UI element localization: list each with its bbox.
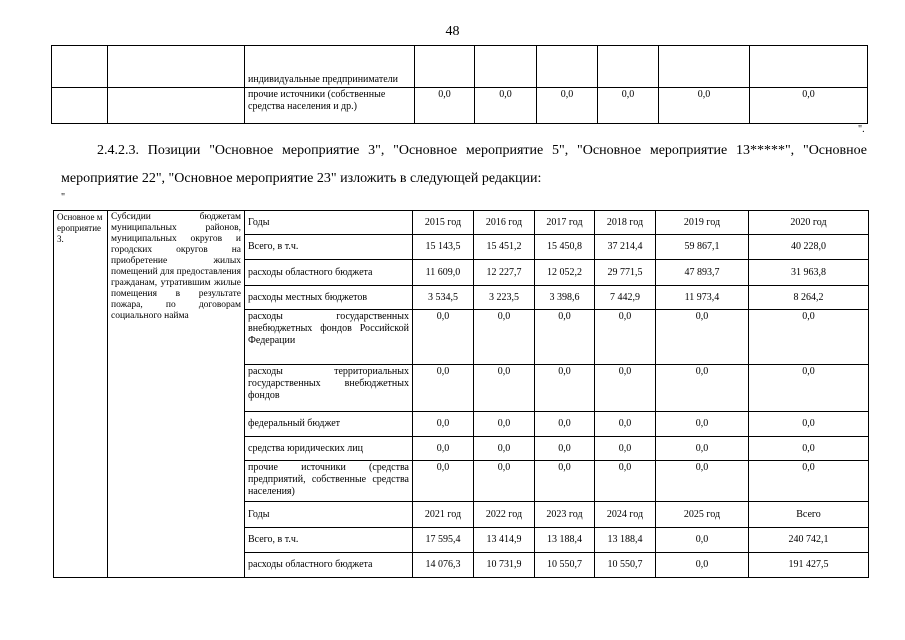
row-label: расходы территориальных государственных внебюджетных фондов — [245, 365, 413, 412]
row-label: индивидуальные предприниматели — [245, 46, 415, 88]
opening-quote: " — [61, 192, 66, 203]
value-cell: 191 427,5 — [749, 553, 869, 578]
value-cell: 11 973,4 — [656, 286, 749, 310]
value-cell: 0,0 — [535, 437, 595, 461]
value-cell: 12 052,2 — [535, 260, 595, 286]
top-table — [51, 45, 868, 124]
row-label: прочие источники (собственные средства населения и др.) — [245, 88, 415, 124]
value-cell: 0,0 — [413, 412, 474, 437]
amendment-paragraph: 2.4.2.3. Позиции "Основное мероприятие 3", "Основное мероприятие 5", "Основное мероприятие 13*****", "Основное мероприятие 22", "Основное мероприятие 23" изложить в следующей редакции: — [61, 143, 867, 186]
value-cell: 0,0 — [474, 461, 535, 502]
main-table — [53, 210, 869, 578]
row-label: расходы местных бюджетов — [245, 286, 413, 310]
value-cell: 0,0 — [656, 528, 749, 553]
value-cell: 15 451,2 — [474, 235, 535, 260]
value-cell — [415, 46, 475, 88]
empty-cell — [108, 46, 245, 88]
value-cell: 59 867,1 — [656, 235, 749, 260]
value-cell: 2022 год — [474, 502, 535, 528]
value-cell: 2025 год — [656, 502, 749, 528]
table-row — [52, 88, 868, 124]
description-cell: Субсидии бюджетам муниципальных районов, муниципальных округов и городских округов на приобретение жилых помещений для предоставления гражданам, утратившим жилые помещения в результате пожара, по договорам социального найма — [108, 211, 245, 578]
value-cell: 15 143,5 — [413, 235, 474, 260]
value-cell: 0,0 — [474, 437, 535, 461]
value-cell: 0,0 — [595, 461, 656, 502]
table-row — [52, 46, 868, 88]
row-label: средства юридических лиц — [245, 437, 413, 461]
value-cell: 2023 год — [535, 502, 595, 528]
value-cell: 0,0 — [474, 310, 535, 365]
empty-cell — [108, 88, 245, 124]
value-cell: 0,0 — [413, 461, 474, 502]
value-cell: 10 550,7 — [595, 553, 656, 578]
value-cell: 0,0 — [656, 310, 749, 365]
value-cell: 2017 год — [535, 211, 595, 235]
value-cell: 2024 год — [595, 502, 656, 528]
value-cell: 0,0 — [749, 365, 869, 412]
closing-quote: ". — [858, 124, 865, 135]
value-cell: 13 414,9 — [474, 528, 535, 553]
row-label: расходы областного бюджета — [245, 260, 413, 286]
empty-cell — [52, 46, 108, 88]
value-cell: 0,0 — [749, 412, 869, 437]
value-cell — [598, 46, 659, 88]
row-label: расходы областного бюджета — [245, 553, 413, 578]
value-cell: 0,0 — [535, 310, 595, 365]
value-cell: 3 534,5 — [413, 286, 474, 310]
row-label: Годы — [245, 211, 413, 235]
value-cell: 11 609,0 — [413, 260, 474, 286]
value-cell: 0,0 — [595, 365, 656, 412]
row-label: федеральный бюджет — [245, 412, 413, 437]
value-cell: 0,0 — [535, 461, 595, 502]
row-label: Всего, в т.ч. — [245, 528, 413, 553]
value-cell: 13 188,4 — [535, 528, 595, 553]
value-cell: 0,0 — [475, 88, 537, 124]
value-cell: 0,0 — [749, 461, 869, 502]
value-cell: 29 771,5 — [595, 260, 656, 286]
value-cell: 8 264,2 — [749, 286, 869, 310]
row-label: расходы государственных внебюджетных фондов Российской Федерации — [245, 310, 413, 365]
value-cell: 12 227,7 — [474, 260, 535, 286]
value-cell: 31 963,8 — [749, 260, 869, 286]
event-name-cell: Основное мероприятие 3. — [54, 211, 108, 578]
value-cell: 0,0 — [595, 412, 656, 437]
value-cell: 40 228,0 — [749, 235, 869, 260]
value-cell: 0,0 — [598, 88, 659, 124]
value-cell — [475, 46, 537, 88]
row-label: прочие источники (средства предприятий, собственные средства населения) — [245, 461, 413, 502]
value-cell: 10 550,7 — [535, 553, 595, 578]
value-cell: 0,0 — [415, 88, 475, 124]
value-cell: 0,0 — [535, 412, 595, 437]
value-cell: 0,0 — [656, 365, 749, 412]
value-cell: 0,0 — [535, 365, 595, 412]
value-cell — [750, 46, 868, 88]
value-cell: 0,0 — [656, 412, 749, 437]
value-cell: 2021 год — [413, 502, 474, 528]
value-cell: 17 595,4 — [413, 528, 474, 553]
value-cell: 37 214,4 — [595, 235, 656, 260]
value-cell: 2018 год — [595, 211, 656, 235]
value-cell: 0,0 — [474, 412, 535, 437]
value-cell: 3 223,5 — [474, 286, 535, 310]
value-cell — [537, 46, 598, 88]
value-cell: 0,0 — [659, 88, 750, 124]
value-cell: 0,0 — [656, 461, 749, 502]
value-cell: 0,0 — [474, 365, 535, 412]
value-cell: 0,0 — [656, 437, 749, 461]
row-label: Всего, в т.ч. — [245, 235, 413, 260]
value-cell: 0,0 — [750, 88, 868, 124]
value-cell: 13 188,4 — [595, 528, 656, 553]
value-cell: Всего — [749, 502, 869, 528]
value-cell: 7 442,9 — [595, 286, 656, 310]
page-number: 48 — [445, 24, 460, 39]
table-row — [54, 211, 869, 235]
value-cell: 0,0 — [413, 437, 474, 461]
value-cell: 2020 год — [749, 211, 869, 235]
value-cell: 0,0 — [413, 365, 474, 412]
value-cell: 0,0 — [413, 310, 474, 365]
value-cell: 3 398,6 — [535, 286, 595, 310]
value-cell: 2019 год — [656, 211, 749, 235]
value-cell: 15 450,8 — [535, 235, 595, 260]
value-cell: 10 731,9 — [474, 553, 535, 578]
value-cell: 2016 год — [474, 211, 535, 235]
value-cell: 0,0 — [537, 88, 598, 124]
value-cell — [659, 46, 750, 88]
value-cell: 240 742,1 — [749, 528, 869, 553]
value-cell: 0,0 — [595, 437, 656, 461]
row-label: Годы — [245, 502, 413, 528]
value-cell: 0,0 — [656, 553, 749, 578]
value-cell: 0,0 — [595, 310, 656, 365]
value-cell: 0,0 — [749, 310, 869, 365]
value-cell: 14 076,3 — [413, 553, 474, 578]
value-cell: 0,0 — [749, 437, 869, 461]
empty-cell — [52, 88, 108, 124]
value-cell: 2015 год — [413, 211, 474, 235]
value-cell: 47 893,7 — [656, 260, 749, 286]
